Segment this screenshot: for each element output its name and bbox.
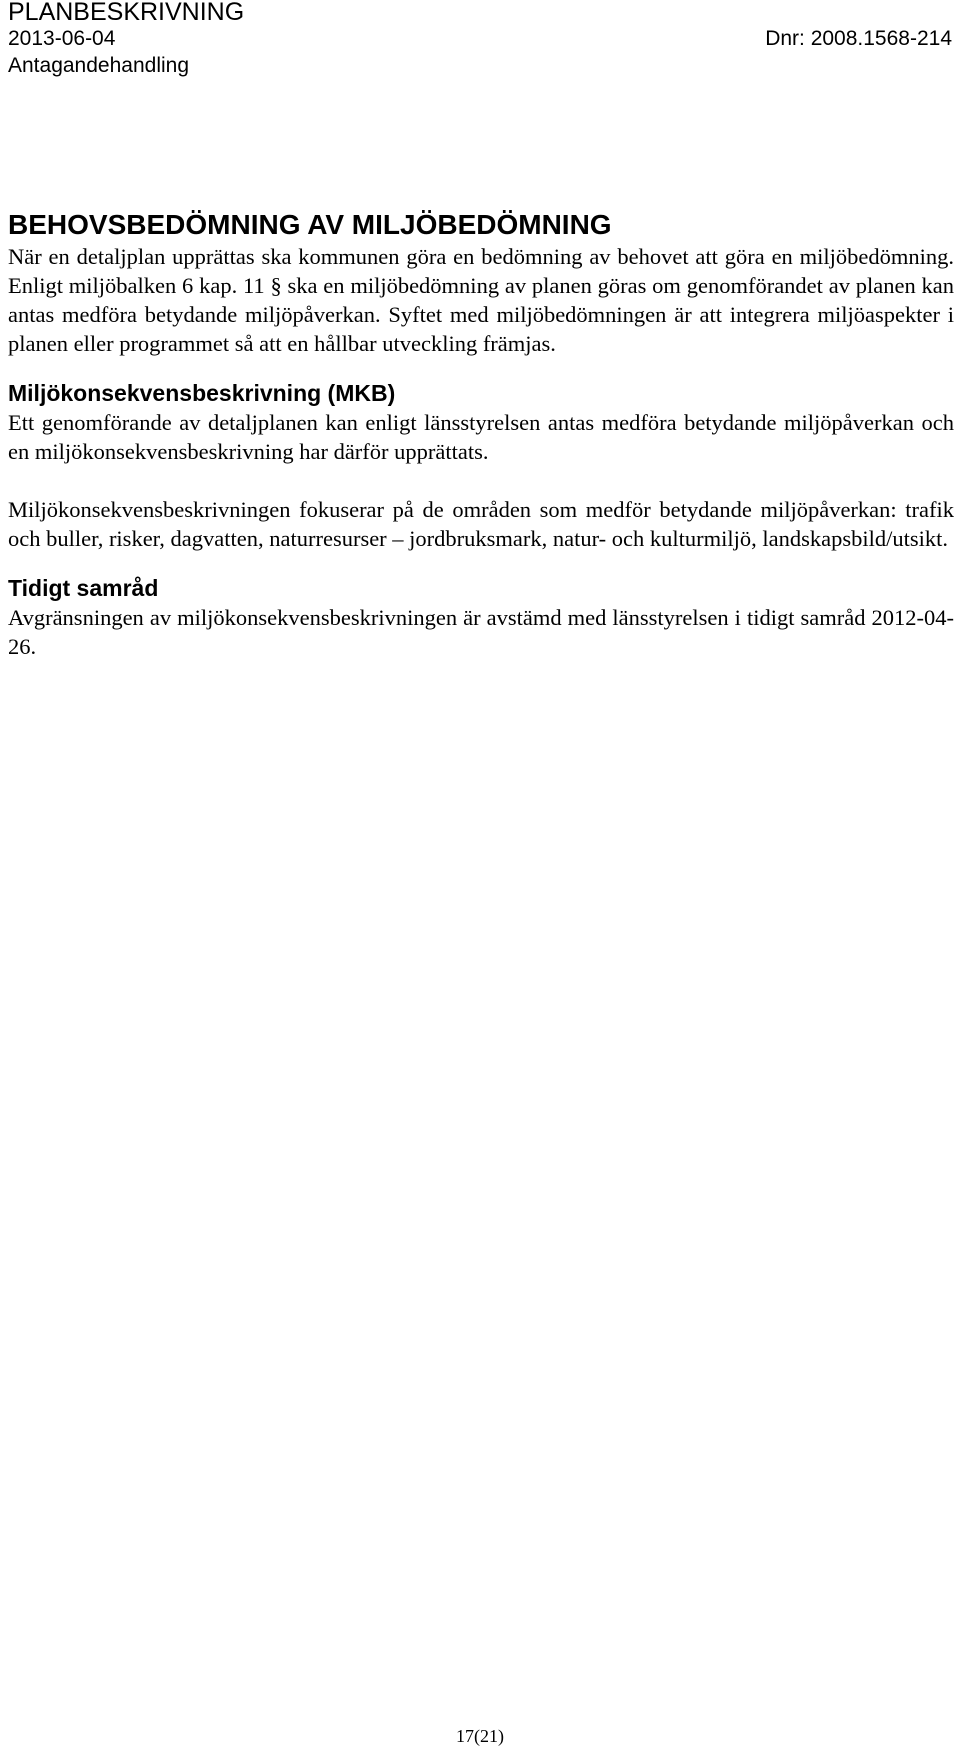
section-heading-behovsbedomning: BEHOVSBEDÖMNING AV MILJÖBEDÖMNING: [8, 209, 612, 240]
behovsbedomning-paragraph: När en detaljplan upprättas ska kommunen göra en bedömning av behovet att göra en miljöbedömning. Enligt miljöbalken 6 kap. 11 § ska en miljöbedömning av planen göras om genomförandet av planen kan antas medföra betydande miljöpåverkan. Syftet med miljöbedömningen är att integrera miljöaspekter i planen eller programmet så att en hållbar utveckling främjas.: [8, 244, 954, 356]
page-content: [8, 208, 954, 661]
document-title: PLANBESKRIVNING: [8, 0, 245, 26]
diary-number: Dnr: 2008.1568-214: [765, 27, 952, 50]
document-stage: Antagandehandling: [8, 54, 190, 77]
page-header: [8, 0, 952, 79]
mkb-paragraph-2: Miljökonsekvensbeskrivningen fokuserar på de områden som medför betydande miljöpåverkan: trafik och buller, risker, dagvatten, naturresurser – jordbruksmark, natur- och kulturmiljö, landskapsbild/utsikt.: [8, 497, 954, 551]
section-heading-tidigt-samrad: Tidigt samråd: [8, 575, 159, 601]
mkb-paragraph-1: Ett genomförande av detaljplanen kan enligt länsstyrelsen antas medföra betydande miljöpåverkan och en miljökonsekvensbeskrivning har därför upprättats.: [8, 410, 954, 464]
section-heading-mkb: Miljökonsekvensbeskrivning (MKB): [8, 380, 396, 406]
page-number: 17(21): [456, 1726, 504, 1746]
document-date: 2013-06-04: [8, 27, 116, 50]
header-date-row: [8, 25, 952, 52]
tidigt-samrad-paragraph: Avgränsningen av miljökonsekvensbeskrivningen är avstämd med länsstyrelsen i tidigt samråd 2012-04-26.: [8, 605, 954, 659]
